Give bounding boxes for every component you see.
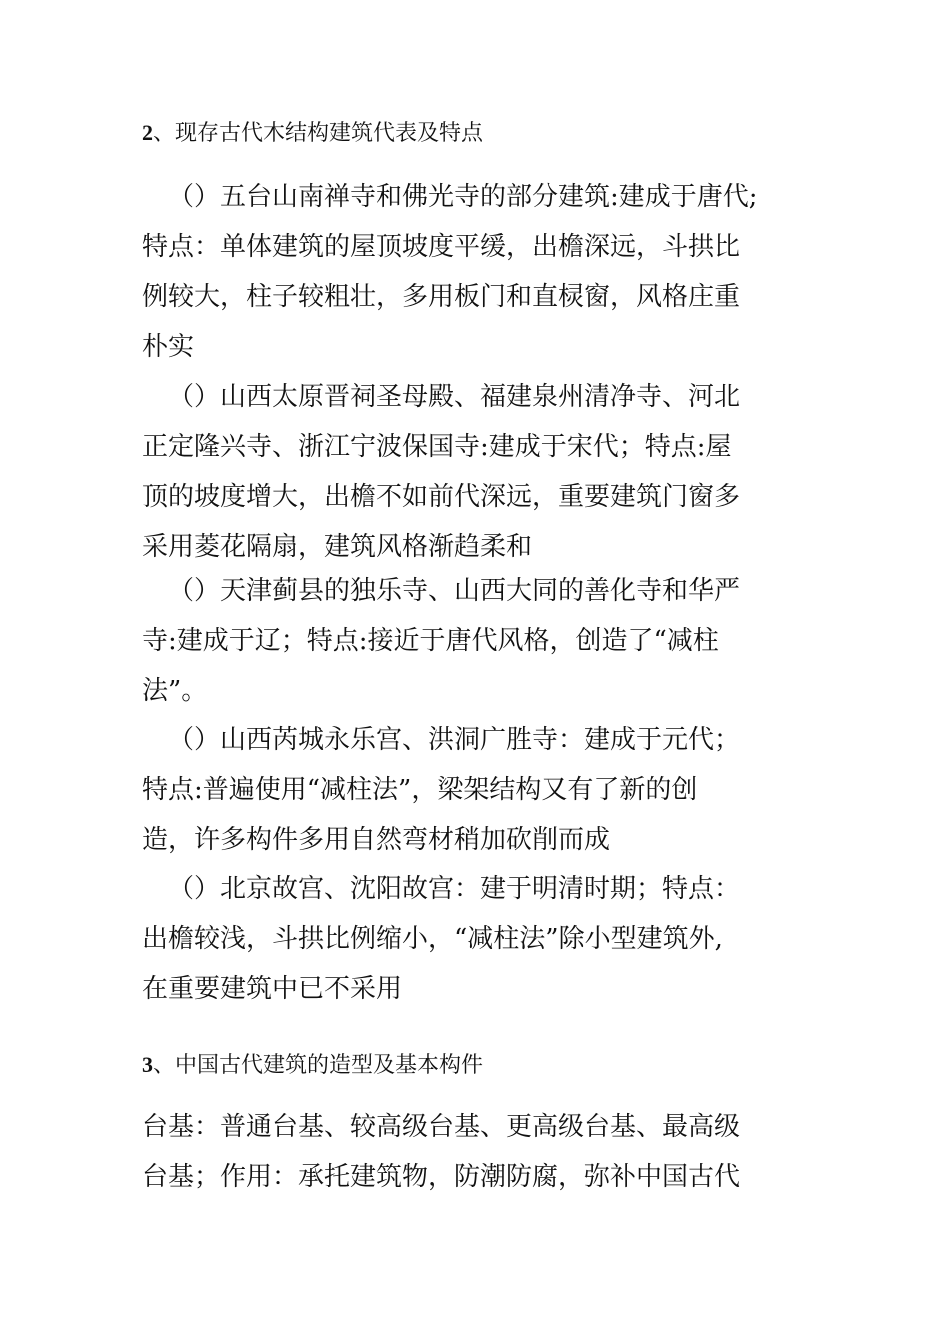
text-line: 台基：普通台基、较高级台基、更高级台基、最高级 bbox=[142, 1112, 741, 1142]
text-line: 造，许多构件多用自然弯材稍加砍削而成 bbox=[142, 825, 611, 855]
text-line: （）山西芮城永乐宫、洪洞广胜寺：建成于元代； bbox=[168, 725, 741, 755]
item-yuan-dynasty bbox=[142, 715, 832, 865]
text-line: 在重要建筑中已不采用 bbox=[142, 974, 403, 1004]
text-line: （）北京故宫、沈阳故宫：建于明清时期；特点： bbox=[168, 874, 741, 904]
section-3-title: 、中国古代建筑的造型及基本构件 bbox=[153, 1053, 484, 1078]
item-ming-qing-dynasty bbox=[142, 864, 832, 1014]
item-tang-dynasty bbox=[142, 172, 832, 372]
item-liao-dynasty bbox=[142, 566, 832, 716]
paragraph-platform bbox=[142, 1102, 832, 1202]
text-line: （）天津蓟县的独乐寺、山西大同的善化寺和华严 bbox=[168, 576, 741, 606]
item-song-dynasty bbox=[142, 372, 832, 572]
text-line: 正定隆兴寺、浙江宁波保国寺:建成于宋代；特点:屋 bbox=[142, 432, 732, 462]
section-2-title: 、现存古代木结构建筑代表及特点 bbox=[153, 121, 484, 146]
text-line: 寺:建成于辽；特点:接近于唐代风格，创造了“减柱 bbox=[142, 626, 719, 656]
text-line: 台基；作用：承托建筑物，防潮防腐，弥补中国古代 bbox=[142, 1162, 741, 1192]
text-line: 朴实 bbox=[142, 332, 195, 362]
text-line: 顶的坡度增大，出檐不如前代深远，重要建筑门窗多 bbox=[142, 482, 741, 512]
text-line: 出檐较浅，斗拱比例缩小，“减柱法”除小型建筑外, bbox=[142, 924, 723, 954]
text-line: （）五台山南禅寺和佛光寺的部分建筑:建成于唐代; bbox=[168, 182, 758, 212]
text-line: 特点:普遍使用“减柱法”，梁架结构又有了新的创 bbox=[142, 775, 698, 805]
text-line: 采用菱花隔扇，建筑风格渐趋柔和 bbox=[142, 532, 533, 562]
text-line: 法”。 bbox=[142, 676, 208, 706]
text-line: （）山西太原晋祠圣母殿、福建泉州清净寺、河北 bbox=[168, 382, 741, 412]
section-3-heading bbox=[142, 1050, 483, 1081]
section-2-heading bbox=[142, 118, 483, 149]
text-line: 例较大，柱子较粗壮，多用板门和直棂窗，风格庄重 bbox=[142, 282, 741, 312]
text-line: 特点：单体建筑的屋顶坡度平缓，出檐深远，斗拱比 bbox=[142, 232, 741, 262]
section-2-number: 2 bbox=[142, 120, 153, 145]
section-3-number: 3 bbox=[142, 1052, 153, 1077]
